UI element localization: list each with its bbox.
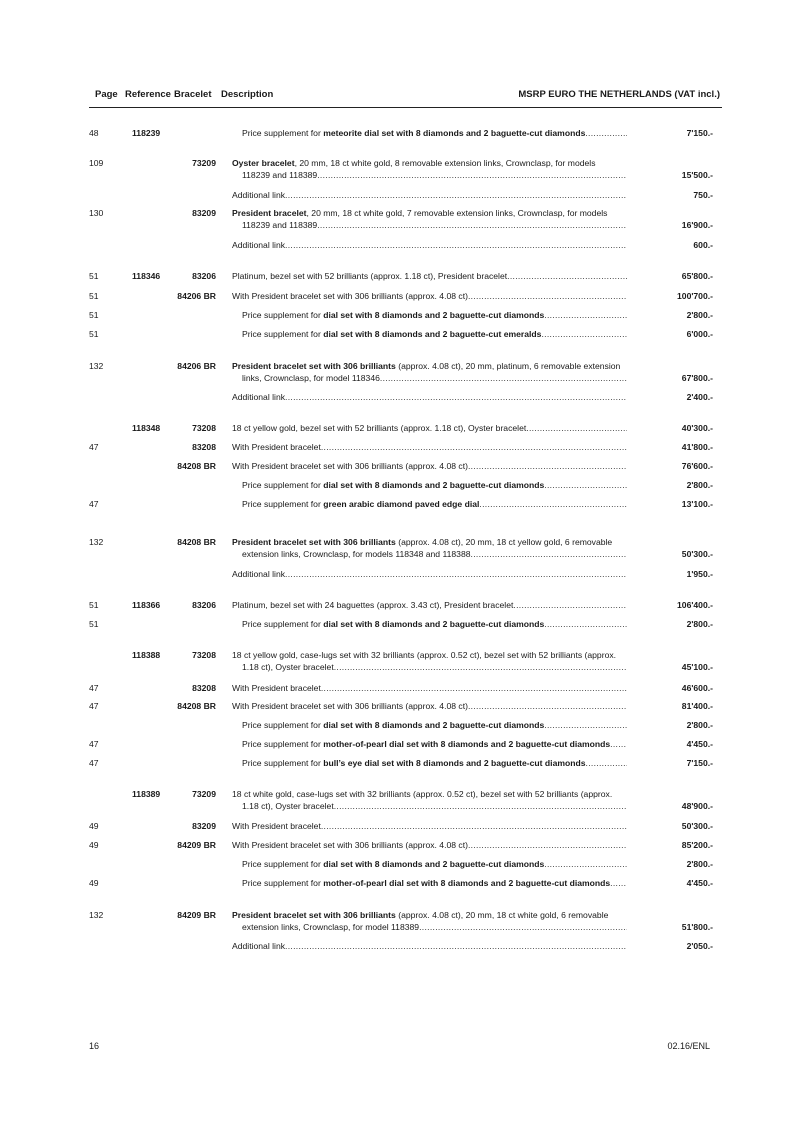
row-description — [232, 461, 627, 473]
row-description — [232, 442, 627, 454]
row-price: 50'300.- — [681, 821, 713, 831]
description-text: (approx. 4.08 ct), 20 mm, 18 ct white gold, 6 removable — [395, 910, 609, 920]
description-text: Price supplement for — [242, 859, 324, 869]
description-bold-text: dial set with 8 diamonds and 2 baguette-cut emeralds — [323, 329, 542, 339]
description-bold-text: dial set with 8 diamonds and 2 baguette-cut diamonds — [323, 480, 545, 490]
row-reference: 118346 — [132, 271, 161, 281]
row-description — [242, 878, 627, 890]
row-bracelet: 73209 — [192, 789, 216, 799]
row-bracelet: 83206 — [192, 271, 216, 281]
description-text: 18 ct yellow gold, case-lugs set with 32 brilliants (approx. 0.52 ct), bezel set with 52 brilliants (approx. — [232, 650, 617, 660]
footer-page-number: 16 — [89, 1041, 100, 1051]
dot-leader — [334, 662, 627, 674]
row-description — [232, 291, 627, 303]
description-continuation: extension links, Crownclasp, for models 118348 and 118388 — [242, 548, 471, 559]
row-price: 750.- — [693, 190, 713, 200]
description-text: With President bracelet set with 306 brilliants (approx. 4.08 ct) — [232, 461, 468, 471]
row-price: 13'100.- — [681, 499, 713, 509]
description-continuation: links, Crownclasp, for model 118346 — [242, 372, 380, 383]
row-page: 47 — [89, 739, 99, 749]
row-bracelet: 84209 BR — [177, 840, 216, 850]
description-text: Price supplement for — [242, 619, 324, 629]
row-price: 2'400.- — [686, 392, 713, 402]
description-text: Price supplement for — [242, 480, 324, 490]
description-bold-text: President bracelet set with 306 brilliants — [232, 537, 396, 547]
row-price: 2'800.- — [686, 720, 713, 730]
row-bracelet: 83206 — [192, 600, 216, 610]
description-text: With President bracelet set with 306 brilliants (approx. 4.08 ct) — [232, 701, 468, 711]
row-description — [232, 650, 627, 673]
dot-leader — [321, 821, 627, 833]
header-price: MSRP EURO THE NETHERLANDS (VAT incl.) — [518, 89, 720, 100]
row-description — [232, 840, 627, 852]
row-price: 50'300.- — [681, 548, 713, 559]
row-price: 41'800.- — [681, 442, 713, 452]
row-description — [242, 720, 627, 732]
row-bracelet: 83208 — [192, 683, 216, 693]
row-description — [232, 271, 627, 283]
row-price: 1'950.- — [686, 569, 713, 579]
row-price: 65'800.- — [681, 271, 713, 281]
description-continuation: extension links, Crownclasp, for model 118389 — [242, 921, 420, 932]
row-reference: 118366 — [132, 600, 161, 610]
description-text: Additional link — [232, 240, 286, 250]
header-reference: Reference — [125, 89, 171, 100]
row-description — [242, 739, 627, 751]
row-price: 46'600.- — [681, 683, 713, 693]
description-text: With President bracelet set with 306 brilliants (approx. 4.08 ct) — [232, 840, 468, 850]
dot-leader — [544, 720, 627, 732]
description-text: Platinum, bezel set with 24 baguettes (approx. 3.43 ct), President bracelet — [232, 600, 514, 610]
dot-leader — [419, 922, 627, 934]
row-description — [242, 619, 627, 631]
row-page: 130 — [89, 208, 104, 218]
row-description — [232, 683, 627, 695]
row-page: 51 — [89, 600, 99, 610]
row-description — [232, 821, 627, 833]
description-text: Platinum, bezel set with 52 brilliants (approx. 1.18 ct), President bracelet — [232, 271, 508, 281]
row-description — [232, 941, 627, 953]
row-bracelet: 73208 — [192, 650, 216, 660]
description-text: Price supplement for — [242, 128, 324, 138]
description-bold-text: meteorite dial set with 8 diamonds and 2 baguette-cut diamonds — [323, 128, 586, 138]
dot-leader — [285, 392, 627, 404]
dot-leader — [285, 941, 627, 953]
description-continuation: 118239 and 118389 — [242, 169, 318, 180]
row-page: 51 — [89, 310, 99, 320]
row-description — [242, 128, 627, 140]
description-text: With President bracelet — [232, 821, 321, 831]
row-price: 51'800.- — [681, 921, 713, 932]
row-bracelet: 84208 BR — [177, 537, 216, 547]
description-continuation: 118239 and 118389 — [242, 219, 318, 230]
row-description — [232, 600, 627, 612]
row-description — [232, 569, 627, 581]
row-page: 49 — [89, 821, 99, 831]
row-price: 2'800.- — [686, 619, 713, 629]
description-bold-text: dial set with 8 diamonds and 2 baguette-cut diamonds — [323, 619, 545, 629]
description-text: (approx. 4.08 ct), 20 mm, 18 ct yellow gold, 6 removable — [395, 537, 613, 547]
row-description — [232, 789, 627, 812]
description-text: Additional link — [232, 392, 286, 402]
row-price: 7'150.- — [686, 758, 713, 768]
row-price: 15'500.- — [681, 169, 713, 180]
row-description — [242, 758, 627, 770]
row-price: 2'800.- — [686, 310, 713, 320]
row-price: 7'150.- — [686, 128, 713, 138]
row-page: 51 — [89, 271, 99, 281]
row-page: 51 — [89, 329, 99, 339]
description-bold-text: mother-of-pearl dial set with 8 diamonds and 2 baguette-cut diamonds — [323, 739, 611, 749]
description-text: 18 ct yellow gold, bezel set with 52 brilliants (approx. 1.18 ct), Oyster bracelet — [232, 423, 527, 433]
description-text: (approx. 4.08 ct), 20 mm, platinum, 6 removable extension — [395, 361, 621, 371]
row-price: 2'800.- — [686, 480, 713, 490]
description-text: Price supplement for — [242, 878, 324, 888]
row-price: 106'400.- — [677, 600, 713, 610]
row-bracelet: 84208 BR — [177, 461, 216, 471]
row-price: 2'050.- — [686, 941, 713, 951]
description-text: , 20 mm, 18 ct white gold, 8 removable extension links, Crownclasp, for models — [294, 158, 596, 168]
description-text: Price supplement for — [242, 739, 324, 749]
dot-leader — [513, 600, 627, 612]
row-description — [242, 329, 627, 341]
row-reference: 118348 — [132, 423, 161, 433]
row-price: 40'300.- — [681, 423, 713, 433]
row-reference: 118388 — [132, 650, 161, 660]
row-price: 600.- — [693, 240, 713, 250]
description-text: Price supplement for — [242, 499, 324, 509]
dot-leader — [317, 220, 627, 232]
dot-leader — [285, 240, 627, 252]
description-text: Price supplement for — [242, 758, 324, 768]
description-text: With President bracelet — [232, 442, 321, 452]
dot-leader — [586, 758, 627, 770]
description-text: Additional link — [232, 941, 286, 951]
dot-leader — [468, 701, 627, 713]
dot-leader — [468, 291, 627, 303]
row-price: 76'600.- — [681, 461, 713, 471]
description-continuation: 1.18 ct), Oyster bracelet — [242, 800, 334, 811]
description-bold-text: green arabic diamond paved edge dial — [323, 499, 480, 509]
dot-leader — [585, 128, 627, 140]
row-description — [232, 240, 627, 252]
description-text: With President bracelet set with 306 brilliants (approx. 4.08 ct) — [232, 291, 468, 301]
description-text: Price supplement for — [242, 720, 324, 730]
dot-leader — [468, 461, 627, 473]
row-description — [232, 392, 627, 404]
description-bold-text: dial set with 8 diamonds and 2 baguette-cut diamonds — [323, 720, 545, 730]
description-bold-text: President bracelet set with 306 brilliants — [232, 910, 396, 920]
description-text: Price supplement for — [242, 329, 324, 339]
dot-leader — [334, 801, 627, 813]
row-price: 4'450.- — [686, 739, 713, 749]
row-page: 47 — [89, 758, 99, 768]
dot-leader — [468, 840, 627, 852]
row-price: 6'000.- — [686, 329, 713, 339]
row-bracelet: 84208 BR — [177, 701, 216, 711]
row-bracelet: 83208 — [192, 442, 216, 452]
dot-leader — [610, 878, 627, 890]
row-description — [232, 361, 627, 384]
description-bold-text: dial set with 8 diamonds and 2 baguette-cut diamonds — [323, 859, 545, 869]
row-bracelet: 84206 BR — [177, 361, 216, 371]
header-bracelet: Bracelet — [174, 89, 212, 100]
header-page: Page — [95, 89, 118, 100]
description-bold-text: Oyster bracelet — [232, 158, 295, 168]
row-page: 132 — [89, 537, 104, 547]
row-price: 85'200.- — [681, 840, 713, 850]
row-reference: 118239 — [132, 128, 161, 138]
description-bold-text: mother-of-pearl dial set with 8 diamonds and 2 baguette-cut diamonds — [323, 878, 611, 888]
row-description — [232, 208, 627, 231]
row-description — [232, 423, 627, 435]
row-description — [242, 499, 627, 511]
footer-edition: 02.16/ENL — [667, 1041, 710, 1051]
description-continuation: 1.18 ct), Oyster bracelet — [242, 661, 334, 672]
row-description — [232, 190, 627, 202]
row-price: 45'100.- — [681, 661, 713, 672]
dot-leader — [544, 480, 627, 492]
row-reference: 118389 — [132, 789, 161, 799]
description-text: Additional link — [232, 569, 286, 579]
dot-leader — [321, 683, 627, 695]
header-description: Description — [221, 89, 274, 100]
row-price: 16'900.- — [681, 219, 713, 230]
row-page: 48 — [89, 128, 99, 138]
row-bracelet: 83209 — [192, 208, 216, 218]
row-page: 47 — [89, 701, 99, 711]
dot-leader — [285, 190, 627, 202]
row-description — [242, 480, 627, 492]
dot-leader — [544, 310, 627, 322]
row-page: 109 — [89, 158, 104, 168]
row-description — [232, 910, 627, 933]
row-page: 132 — [89, 910, 104, 920]
row-price: 4'450.- — [686, 878, 713, 888]
row-bracelet: 84209 BR — [177, 910, 216, 920]
dot-leader — [380, 373, 627, 385]
row-page: 47 — [89, 683, 99, 693]
row-price: 81'400.- — [681, 701, 713, 711]
row-description — [232, 701, 627, 713]
row-bracelet: 83209 — [192, 821, 216, 831]
row-page: 132 — [89, 361, 104, 371]
row-price: 2'800.- — [686, 859, 713, 869]
description-text: With President bracelet — [232, 683, 321, 693]
description-bold-text: dial set with 8 diamonds and 2 baguette-cut diamonds — [323, 310, 545, 320]
row-page: 51 — [89, 619, 99, 629]
row-description — [232, 158, 627, 181]
description-bold-text: President bracelet set with 306 brilliants — [232, 361, 396, 371]
dot-leader — [321, 442, 627, 454]
row-bracelet: 84206 BR — [177, 291, 216, 301]
description-text: Additional link — [232, 190, 286, 200]
row-bracelet: 73209 — [192, 158, 216, 168]
dot-leader — [479, 499, 627, 511]
row-description — [242, 859, 627, 871]
row-page: 51 — [89, 291, 99, 301]
row-bracelet: 73208 — [192, 423, 216, 433]
row-page: 49 — [89, 840, 99, 850]
description-bold-text: bull’s eye dial set with 8 diamonds and 2 baguette-cut diamonds — [323, 758, 586, 768]
dot-leader — [471, 549, 627, 561]
dot-leader — [544, 619, 627, 631]
dot-leader — [507, 271, 627, 283]
dot-leader — [610, 739, 627, 751]
row-price: 48'900.- — [681, 800, 713, 811]
row-description — [242, 310, 627, 322]
dot-leader — [317, 170, 627, 182]
dot-leader — [544, 859, 627, 871]
row-page: 47 — [89, 499, 99, 509]
row-price: 100'700.- — [677, 291, 713, 301]
dot-leader — [541, 329, 627, 341]
row-page: 49 — [89, 878, 99, 888]
description-text: , 20 mm, 18 ct white gold, 7 removable extension links, Crownclasp, for models — [306, 208, 608, 218]
description-text: Price supplement for — [242, 310, 324, 320]
row-price: 67'800.- — [681, 372, 713, 383]
description-bold-text: President bracelet — [232, 208, 307, 218]
dot-leader — [285, 569, 627, 581]
dot-leader — [526, 423, 627, 435]
row-description — [232, 537, 627, 560]
row-page: 47 — [89, 442, 99, 452]
description-text: 18 ct white gold, case-lugs set with 32 brilliants (approx. 0.52 ct), bezel set with 52 brilliants (approx. — [232, 789, 613, 799]
